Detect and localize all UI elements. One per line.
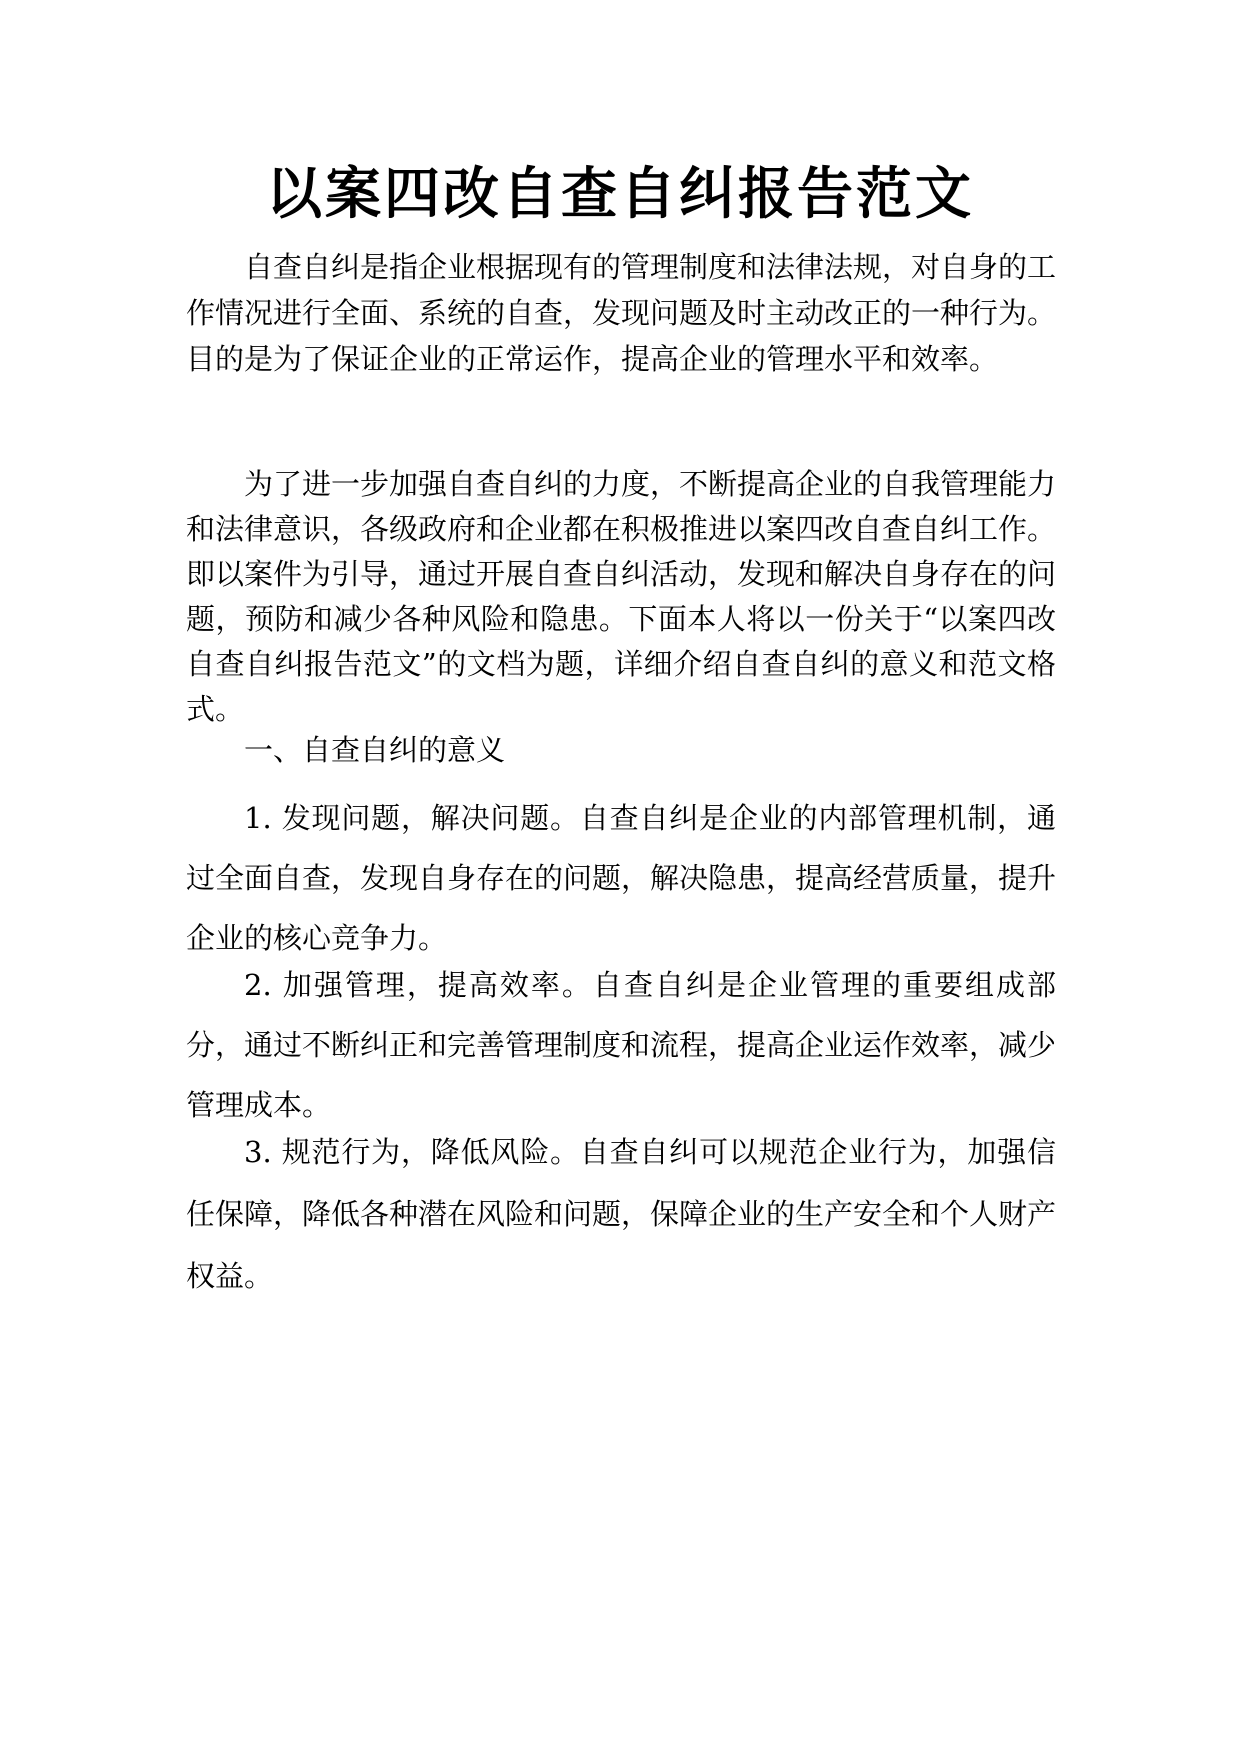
list-item-3: 3. 规范行为，降低风险。自查自纠可以规范企业行为，加强信任保障，降低各种潜在风险和问题，保障企业的生产安全和个人财产权益。	[186, 1135, 1057, 1293]
list-item-1: 1. 发现问题，解决问题。自查自纠是企业的内部管理机制，通过全面自查，发现自身存在的问题，解决隐患，提高经营质量，提升企业的核心竞争力。	[186, 801, 1057, 955]
list-item-2: 2. 加强管理，提高效率。自查自纠是企业管理的重要组成部分，通过不断纠正和完善管理制度和流程，提高企业运作效率，减少管理成本。	[186, 968, 1057, 1122]
paragraph-purpose: 为了进一步加强自查自纠的力度，不断提高企业的自我管理能力和法律意识，各级政府和企业都在积极推进以案四改自查自纠工作。即以案件为引导，通过开展自查自纠活动，发现和解决自身存在的问题，预防和减少各种风险和隐患。下面本人将以一份关于“以案四改自查自纠报告范文”的文档为题，详细介绍自查自纠的意义和范文格式。	[186, 467, 1057, 726]
paragraph-intro: 自查自纠是指企业根据现有的管理制度和法律法规，对自身的工作情况进行全面、系统的自查，发现问题及时主动改正的一种行为。目的是为了保证企业的正常运作，提高企业的管理水平和效率。	[186, 250, 1057, 376]
document-title: 以案四改自查自纠报告范文	[266, 162, 974, 227]
section-heading-significance: 一、自查自纠的意义	[244, 733, 506, 767]
